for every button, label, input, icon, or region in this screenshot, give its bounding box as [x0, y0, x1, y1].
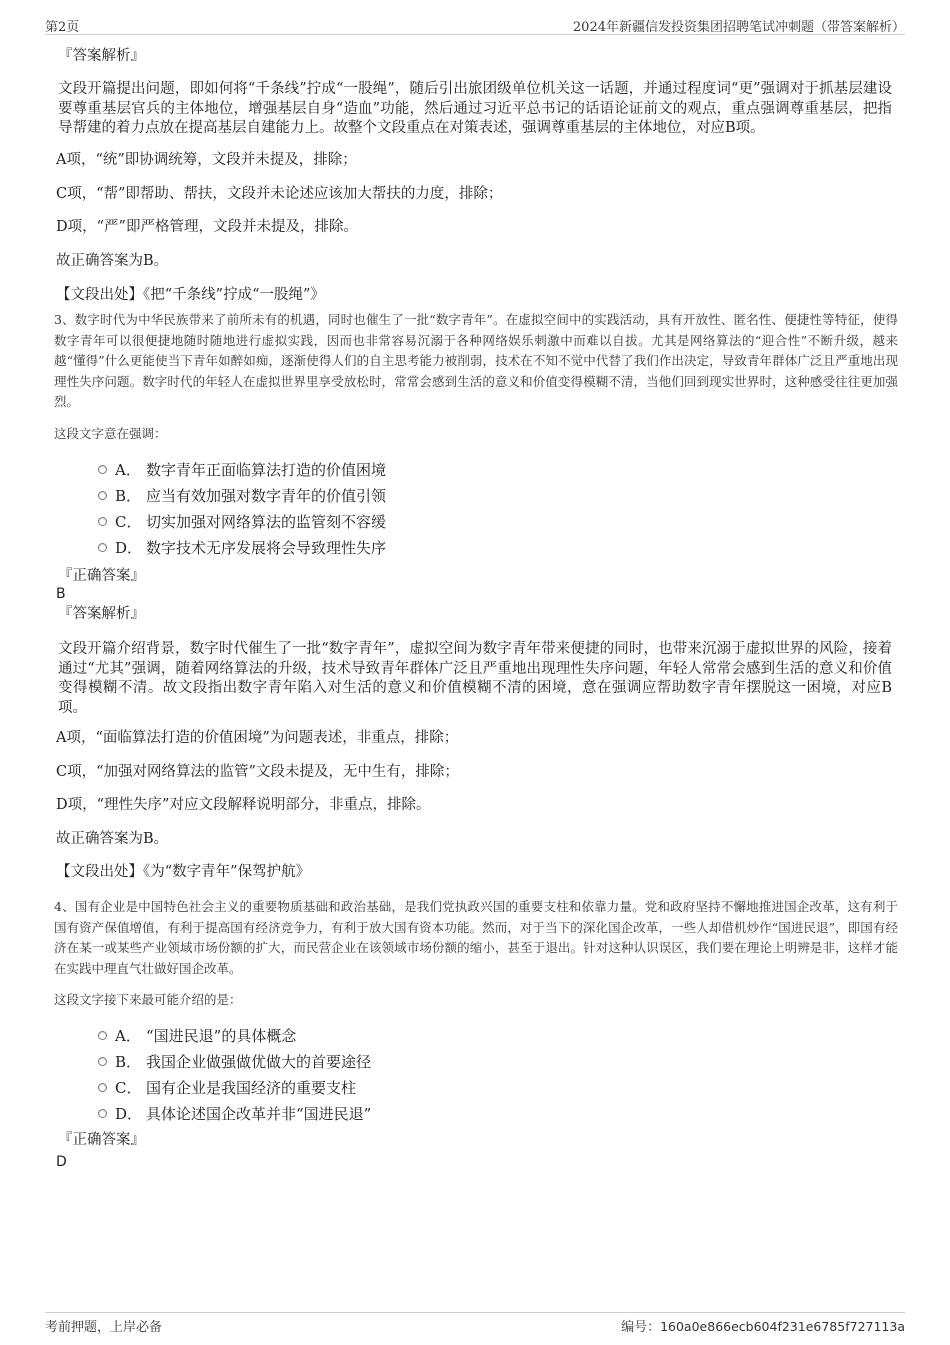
radio-button[interactable] — [98, 1109, 107, 1118]
document-id-label: 编号： — [621, 1320, 661, 1335]
source-line: 【文段出处】《为“数字青年”保驾护航》 — [56, 864, 311, 880]
analysis-item: A项，“统”即协调统筹，文段并未提及，排除； — [56, 152, 357, 168]
analysis-item: A项，“面临算法打造的价值困境”为问题表述，非重点，排除； — [56, 730, 459, 746]
radio-button[interactable] — [98, 465, 107, 474]
analysis-text: 文段开篇介绍背景，数字时代催生了一批“数字青年”，虚拟空间为数字青年带来便捷的同时，也带来沉溺于虚拟世界的风险，接着通过“尤其”强调，随着网络算法的升级，技术导致青年群体广泛且严重地出现理性失序问题，年轻人常常会感到生活的意义和价值变得模糊不清。故文段指出数字青年陷入对生活的意义和价值模糊不清的困境，意在强调应帮助数字青年摆脱这一困境，对应B项。 — [58, 641, 892, 716]
option-a[interactable]: A． 数字青年正面临算法打造的价值困境 — [54, 457, 654, 483]
question-stem: 3、数字时代为中华民族带来了前所未有的机遇，同时也催生了一批“数字青年”。在虚拟空间中的实践活动，具有开放性、匿名性、便捷性等特征，使得数字青年可以很便捷地随时随地进行虚拟实践，因而也非常容易沉溺于各种网络娱乐刺激中而难以自拔。尤其是网络算法的“迎合性”不断升级，越来越“懂得”什么更能使当下青年如醉如痴，逐渐使得人们的自主思考能力被削弱，技术在不知不觉中代替了我们作出决定，导致青年群体广泛且严重地出现理性失序问题。数字时代的年轻人在虚拟世界里享受放松时，常常会感到生活的意义和价值变得模糊不清，当他们回到现实世界时，这种感受往往更加强烈。 — [54, 312, 898, 409]
option-d[interactable]: D． 具体论述国企改革并非“国进民退” — [54, 1101, 654, 1127]
option-c[interactable]: C． 国有企业是我国经济的重要支柱 — [54, 1075, 654, 1101]
option-d[interactable]: D． 数字技术无序发展将会导致理性失序 — [54, 535, 654, 561]
document-title: 2024年新疆信发投资集团招聘笔试冲刺题（带答案解析） — [572, 20, 905, 35]
correct-answer: B — [56, 586, 66, 602]
answer-label: 『正确答案』 — [58, 568, 145, 584]
footer-slogan: 考前押题，上岸必备 — [45, 1320, 163, 1335]
answer-label: 『正确答案』 — [58, 1132, 145, 1148]
question-prompt: 这段文字接下来最可能介绍的是： — [54, 992, 242, 1007]
radio-button[interactable] — [98, 1057, 107, 1066]
radio-button[interactable] — [98, 517, 107, 526]
option-b[interactable]: B． 我国企业做强做优做大的首要途径 — [54, 1049, 654, 1075]
option-list — [54, 457, 654, 561]
correct-answer: D — [56, 1154, 67, 1170]
document-id — [621, 1316, 905, 1335]
analysis-item: C项，“帮”即帮助、帮扶，文段并未论述应该加大帮扶的力度，排除； — [56, 186, 503, 202]
analysis-label: 『答案解析』 — [58, 606, 145, 622]
source-line: 【文段出处】《把“千条线”拧成“一股绳”》 — [56, 287, 325, 303]
question-prompt: 这段文字意在强调： — [54, 426, 167, 441]
page-header — [45, 14, 905, 35]
analysis-item: C项，“加强对网络算法的监管”文段未提及，无中生有，排除； — [56, 764, 459, 780]
question-stem: 4、国有企业是中国特色社会主义的重要物质基础和政治基础，是我们党执政兴国的重要支柱和依靠力量。党和政府坚持不懈地推进国企改革，这有利于国有资产保值增值，有利于提高国有经济竞争力，有利于放大国有资本功能。然而，对于当下的深化国企改革，一些人却借机炒作“国进民退”，即国有经济在某一或某些产业领域市场份额的扩大，而民营企业在该领域市场份额的缩小，甚至于退出。针对这种认识误区，我们要在理论上明辨是非，这样才能在实践中理直气壮做好国企改革。 — [54, 899, 898, 976]
final-answer-line: 故正确答案为B。 — [56, 831, 169, 847]
radio-button[interactable] — [98, 543, 107, 552]
analysis-item: D项，“严”即严格管理，文段并未提及，排除。 — [56, 219, 358, 235]
page-footer — [45, 1312, 905, 1335]
page-number: 第2页 — [45, 20, 80, 35]
document-id-value: 160a0e866ecb604f231e6785f727113a — [660, 1319, 905, 1334]
analysis-item: D项，“理性失序”对应文段解释说明部分，非重点，排除。 — [56, 797, 431, 813]
option-list — [54, 1023, 654, 1127]
radio-button[interactable] — [98, 1083, 107, 1092]
option-b[interactable]: B． 应当有效加强对数字青年的价值引领 — [54, 483, 654, 509]
radio-button[interactable] — [98, 491, 107, 500]
analysis-label: 『答案解析』 — [58, 48, 145, 64]
option-a[interactable]: A． “国进民退”的具体概念 — [54, 1023, 654, 1049]
option-c[interactable]: C． 切实加强对网络算法的监管刻不容缓 — [54, 509, 654, 535]
final-answer-line: 故正确答案为B。 — [56, 253, 169, 269]
radio-button[interactable] — [98, 1031, 107, 1040]
analysis-text: 文段开篇提出问题，即如何将“千条线”拧成“一股绳”，随后引出旅团级单位机关这一话题，并通过程度词“更”强调对于抓基层建设要尊重基层官兵的主体地位，增强基层自身“造血”功能，然后通过习近平总书记的话语论证前文的观点，重点强调尊重基层，把指导帮建的着力点放在提高基层自建能力上。故整个文段重点在对策表述，强调尊重基层的主体地位，对应B项。 — [58, 81, 892, 136]
